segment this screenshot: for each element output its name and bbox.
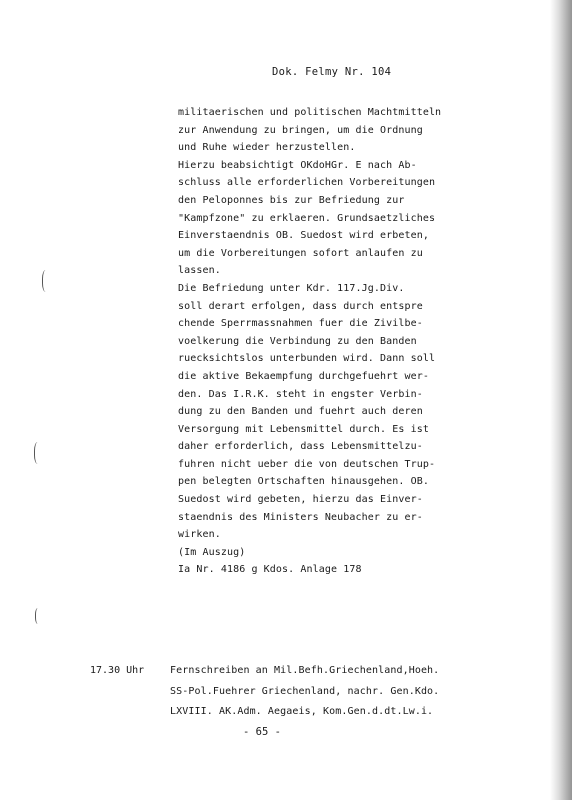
body-line: daher erforderlich, dass Lebensmittelzu- [178,441,423,453]
body-line: pen belegten Ortschaften hinausgehen. OB. [178,476,429,488]
body-line: um die Vorbereitungen sofort anlaufen zu [178,247,423,259]
body-line: Versorgung mit Lebensmittel durch. Es ist [178,423,429,435]
body-line: Die Befriedung unter Kdr. 117.Jg.Div. [178,282,405,294]
body-line: den. Das I.R.K. steht in engster Verbin- [178,388,423,400]
body-line: den Peloponnes bis zur Befriedung zur [178,194,405,206]
body-line: soll derart erfolgen, dass durch entspre [178,300,423,312]
body-line: dung zu den Banden und fuehrt auch deren [178,406,423,418]
body-line: Einverstaendnis OB. Suedost wird erbeten, [178,230,429,242]
body-line: Ia Nr. 4186 g Kdos. Anlage 178 [178,564,362,576]
entry-line: LXVIII. AK.Adm. Aegaeis, Kom.Gen.d.dt.Lw.i. [170,706,434,717]
body-line: zur Anwendung zu bringen, um die Ordnung [178,124,423,136]
margin-mark [34,442,43,464]
body-line: militaerischen und politischen Machtmitteln [178,107,442,118]
body-line: und Ruhe wieder herzustellen. [178,142,356,154]
document-reference: Dok. Felmy Nr. 104 [272,66,392,78]
margin-mark [42,270,51,292]
body-line: die aktive Bekaempfung durchgefuehrt wer- [178,370,429,382]
document-body [178,104,448,579]
scan-edge-shadow [550,0,572,800]
body-line: staendnis des Ministers Neubacher zu er- [178,511,423,523]
body-line: fuhren nicht ueber die von deutschen Trup- [178,458,436,470]
entry-line: Fernschreiben an Mil.Befh.Griechenland,Hoeh. [170,665,440,676]
entry-line: SS-Pol.Fuehrer Griechenland, nachr. Gen.Kdo. [170,685,440,697]
entry-text [170,661,439,723]
body-line: Suedost wird gebeten, hierzu das Einver- [178,494,423,506]
body-line: Hierzu beabsichtigt OKdoHGr. E nach Ab- [178,159,417,171]
margin-mark [35,608,42,624]
body-line: lassen. [178,265,221,277]
body-line: (Im Auszug) [178,546,246,558]
body-line: chende Sperrmassnahmen fuer die Zivilbe- [178,318,423,330]
body-line: "Kampfzone" zu erklaeren. Grundsaetzliches [178,212,436,224]
page-number: - 65 - [243,726,281,738]
body-line: schluss alle erforderlichen Vorbereitungen [178,177,436,189]
body-line: voelkerung die Verbindung zu den Banden [178,335,417,347]
body-line: ruecksichtslos unterbunden wird. Dann soll [178,353,436,365]
body-line: wirken. [178,529,221,541]
entry-time: 17.30 Uhr [90,665,145,676]
